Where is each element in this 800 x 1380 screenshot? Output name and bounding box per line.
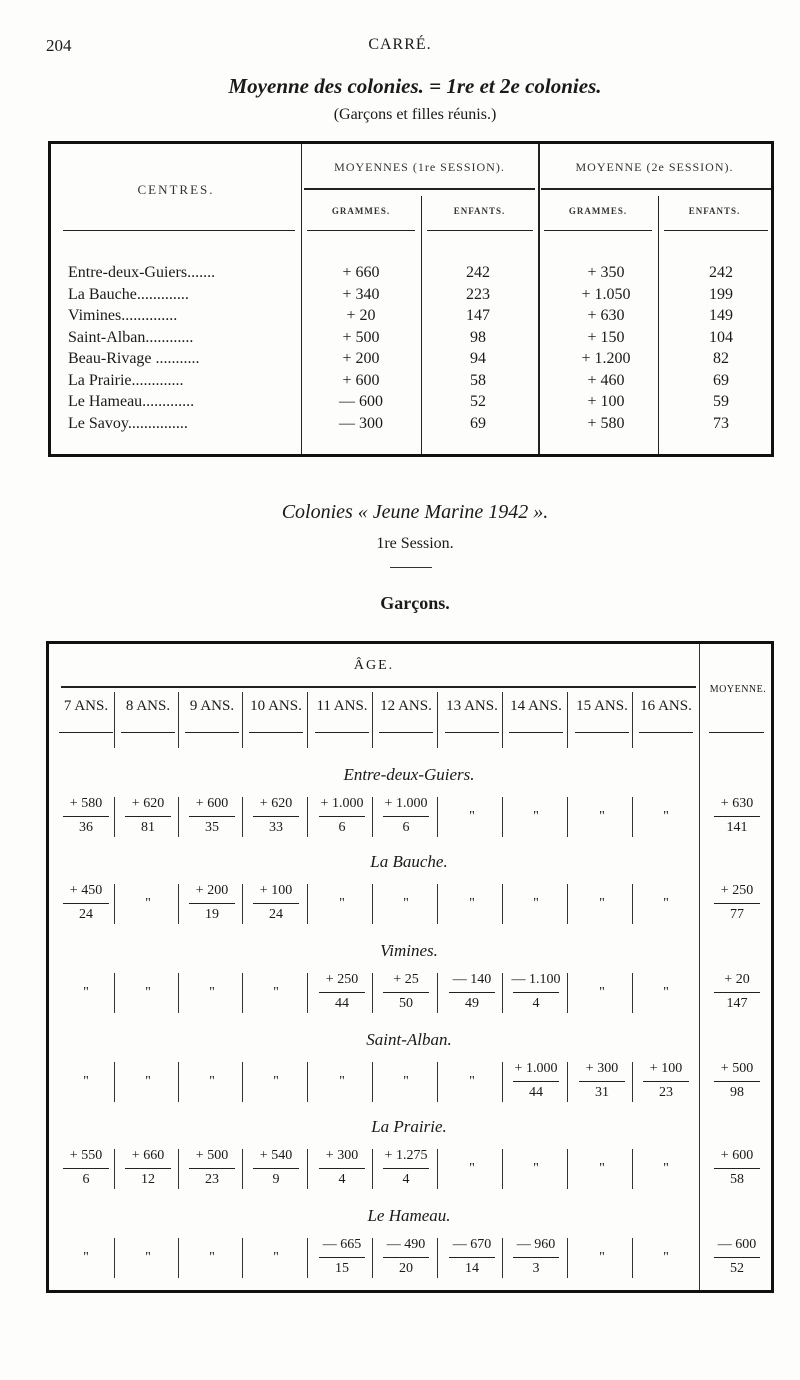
header-rule (249, 732, 303, 733)
grammes-value: + 100 (649, 1061, 683, 1076)
fraction-bar (714, 992, 760, 993)
age-cell (635, 1062, 697, 1102)
column-rule (567, 692, 568, 748)
fraction-bar (319, 992, 365, 993)
centre-name: Beau-Rivage ........... (68, 350, 200, 367)
age-cell (181, 1149, 243, 1189)
enfants-session1: 223 (466, 285, 490, 303)
header-rule (509, 732, 563, 733)
enfants-session1: 98 (470, 328, 486, 346)
fraction-bar (714, 1168, 760, 1169)
table-row (51, 415, 771, 436)
grammes-value: + 600 (720, 1148, 754, 1163)
age-column-header: 11 ANS. (316, 698, 368, 714)
table-row (51, 329, 771, 350)
empty-cell: " (145, 896, 151, 911)
empty-cell: " (533, 896, 539, 911)
table-session-averages (48, 141, 774, 457)
column-rule (437, 884, 438, 924)
grammes-value: — 670 (452, 1237, 492, 1252)
empty-cell: " (599, 1250, 605, 1265)
age-cell (117, 797, 179, 837)
header-enfants: ENFANTS. (688, 206, 741, 216)
header-rule (379, 732, 433, 733)
header-rule (59, 732, 113, 733)
age-column-header: 16 ANS. (640, 698, 692, 714)
enfants-value: 14 (465, 1261, 479, 1276)
grammes-session1: + 660 (342, 264, 380, 281)
fraction-bar (63, 816, 109, 817)
fraction-bar (125, 1168, 171, 1169)
column-rule (178, 692, 179, 748)
column-rule (307, 692, 308, 748)
grammes-session2: + 1.200 (581, 350, 631, 367)
empty-cell: " (469, 1161, 475, 1176)
age-column-header: 7 ANS. (63, 698, 109, 714)
empty-cell: " (663, 809, 669, 824)
fraction-bar (383, 992, 429, 993)
age-rule (61, 686, 696, 688)
fraction-bar (449, 992, 495, 993)
age-cell (181, 797, 243, 837)
grammes-value: + 600 (195, 796, 229, 811)
header-rule (639, 732, 693, 733)
enfants-value: 24 (79, 907, 93, 922)
fraction-bar (513, 1081, 559, 1082)
grammes-session1: + 600 (342, 371, 380, 389)
empty-cell: " (145, 1250, 151, 1265)
column-rule (372, 692, 373, 748)
fraction-bar (383, 1257, 429, 1258)
table2-group: Garçons. (380, 593, 450, 613)
age-cell (181, 884, 243, 924)
enfants-value: 23 (205, 1172, 219, 1187)
age-column-header: 15 ANS. (576, 698, 628, 714)
enfants-value: 3 (532, 1261, 540, 1276)
fraction-bar (449, 1257, 495, 1258)
column-rule (437, 692, 438, 748)
header-rule (427, 230, 533, 231)
enfants-value: 6 (402, 820, 410, 835)
centre-name: Le Hameau............. (68, 393, 195, 410)
table-boys-by-age (46, 641, 774, 1293)
column-rule (437, 973, 438, 1013)
enfants-session1: 147 (466, 307, 490, 324)
table-row (51, 307, 771, 328)
enfants-value: 44 (335, 996, 349, 1011)
moyenne-column-rule (699, 644, 700, 1290)
column-rule (567, 1238, 568, 1278)
header-rule (575, 732, 629, 733)
age-cell (375, 797, 437, 837)
fraction-bar (253, 1168, 299, 1169)
enfants-session2: 73 (713, 414, 729, 432)
empty-cell: " (533, 1161, 539, 1176)
empty-cell: " (83, 1250, 89, 1265)
empty-cell: " (403, 896, 409, 911)
fraction-bar (319, 816, 365, 817)
column-rule (307, 1238, 308, 1278)
age-cell (375, 1238, 437, 1278)
moyenne-cell (703, 797, 771, 837)
age-cell (55, 884, 117, 924)
fraction-bar (714, 903, 760, 904)
grammes-session2: + 150 (587, 328, 625, 346)
empty-cell: " (273, 1074, 279, 1089)
age-cell (311, 1149, 373, 1189)
fraction-bar (253, 816, 299, 817)
moyenne-header: MOYENNE. (709, 684, 767, 695)
enfants-value: 81 (141, 820, 155, 835)
grammes-value: + 200 (195, 883, 229, 898)
column-rule (307, 1149, 308, 1189)
fraction-bar (63, 1168, 109, 1169)
age-cell (245, 884, 307, 924)
grammes-value: + 250 (325, 972, 359, 987)
enfants-session2: 149 (709, 307, 733, 324)
enfants-session2: 104 (709, 328, 733, 346)
column-rule (437, 1062, 438, 1102)
header-session1: MOYENNES (1re SESSION). (334, 160, 505, 174)
header-rule (445, 732, 499, 733)
age-cell (117, 1149, 179, 1189)
age-cell (311, 973, 373, 1013)
grammes-value: + 300 (325, 1148, 359, 1163)
empty-cell: " (339, 896, 345, 911)
enfants-session2: 59 (713, 393, 729, 410)
empty-cell: " (533, 809, 539, 824)
grammes-session1: — 600 (339, 393, 383, 410)
age-column-header: 8 ANS. (125, 698, 171, 714)
grammes-session1: + 20 (346, 307, 376, 324)
header-enfants: ENFANTS. (453, 206, 506, 216)
centre-heading: Vimines. (380, 941, 438, 960)
centre-name: La Prairie............. (68, 371, 184, 389)
enfants-value: 35 (205, 820, 219, 835)
empty-cell: " (83, 985, 89, 1000)
enfants-value: 6 (82, 1172, 90, 1187)
fraction-bar (189, 903, 235, 904)
table-row (51, 350, 771, 371)
grammes-value: — 665 (322, 1237, 362, 1252)
enfants-value: 4 (338, 1172, 346, 1187)
moyenne-cell (703, 1149, 771, 1189)
grammes-value: — 600 (717, 1237, 757, 1252)
grammes-value: — 490 (386, 1237, 426, 1252)
empty-cell: " (145, 1074, 151, 1089)
enfants-value: 147 (726, 996, 748, 1011)
empty-cell: " (599, 809, 605, 824)
header-rule (307, 230, 415, 231)
grammes-value: + 1.275 (384, 1148, 428, 1163)
age-column-header: 9 ANS. (189, 698, 235, 714)
enfants-session1: 242 (466, 264, 490, 281)
grammes-value: + 550 (69, 1148, 103, 1163)
grammes-value: + 25 (393, 972, 419, 987)
header-rule (63, 230, 295, 231)
grammes-session1: + 500 (342, 328, 380, 346)
enfants-session1: 69 (470, 414, 486, 432)
empty-cell: " (599, 896, 605, 911)
empty-cell: " (599, 985, 605, 1000)
empty-cell: " (469, 1074, 475, 1089)
age-cell (311, 797, 373, 837)
enfants-value: 98 (730, 1085, 744, 1100)
age-column-header: 14 ANS. (510, 698, 562, 714)
enfants-value: 4 (402, 1172, 410, 1187)
empty-cell: " (83, 1074, 89, 1089)
centre-heading: La Bauche. (370, 852, 448, 871)
empty-cell: " (663, 1250, 669, 1265)
enfants-value: 4 (532, 996, 540, 1011)
age-cell (375, 973, 437, 1013)
empty-cell: " (145, 985, 151, 1000)
enfants-value: 44 (529, 1085, 543, 1100)
enfants-value: 19 (205, 907, 219, 922)
grammes-value: + 1.000 (320, 796, 364, 811)
table-row (51, 393, 771, 414)
enfants-value: 141 (726, 820, 748, 835)
empty-cell: " (209, 1074, 215, 1089)
header-rule (541, 188, 771, 190)
fraction-bar (714, 1257, 760, 1258)
age-cell (571, 1062, 633, 1102)
grammes-value: + 630 (720, 796, 754, 811)
age-cell (245, 1149, 307, 1189)
enfants-value: 52 (730, 1261, 744, 1276)
centre-name: Le Savoy............... (68, 414, 188, 432)
centre-heading: La Prairie. (371, 1117, 447, 1136)
column-rule (114, 692, 115, 748)
grammes-value: + 300 (585, 1061, 619, 1076)
enfants-session2: 82 (713, 350, 729, 367)
grammes-value: + 500 (195, 1148, 229, 1163)
moyenne-cell (703, 884, 771, 924)
grammes-value: + 1.000 (384, 796, 428, 811)
column-rule (502, 692, 503, 748)
centre-name: Entre-deux-Guiers....... (68, 264, 216, 281)
enfants-value: 58 (730, 1172, 744, 1187)
enfants-value: 12 (141, 1172, 155, 1187)
age-header: ÂGE. (353, 658, 395, 673)
header-rule (544, 230, 652, 231)
fraction-bar (643, 1081, 689, 1082)
grammes-value: + 620 (131, 796, 165, 811)
column-rule (307, 973, 308, 1013)
empty-cell: " (273, 1250, 279, 1265)
fraction-bar (189, 1168, 235, 1169)
fraction-bar (513, 992, 559, 993)
table2-title: Colonies « Jeune Marine 1942 ». (281, 501, 549, 523)
section-rule (390, 567, 432, 568)
column-rule (567, 973, 568, 1013)
fraction-bar (714, 816, 760, 817)
column-rule (567, 884, 568, 924)
grammes-session1: + 340 (342, 285, 380, 303)
fraction-bar (319, 1257, 365, 1258)
fraction-bar (189, 816, 235, 817)
moyenne-cell (703, 1238, 771, 1278)
enfants-value: 23 (659, 1085, 673, 1100)
centre-name: Saint-Alban............ (68, 328, 194, 346)
age-cell (55, 797, 117, 837)
header-rule (304, 188, 535, 190)
empty-cell: " (469, 896, 475, 911)
enfants-session1: 52 (470, 393, 486, 410)
column-rule (567, 1149, 568, 1189)
fraction-bar (383, 816, 429, 817)
empty-cell: " (663, 896, 669, 911)
enfants-value: 15 (335, 1261, 349, 1276)
age-cell (441, 973, 503, 1013)
table1-title: Moyenne des colonies. = 1re et 2e colonies. (228, 74, 602, 98)
header-rule (315, 732, 369, 733)
fraction-bar (63, 903, 109, 904)
grammes-session1: + 200 (342, 350, 380, 367)
column-rule (437, 797, 438, 837)
empty-cell: " (663, 1161, 669, 1176)
centre-heading: Saint-Alban. (366, 1030, 452, 1049)
grammes-session2: + 350 (587, 264, 625, 281)
fraction-bar (579, 1081, 625, 1082)
grammes-value: — 960 (516, 1237, 556, 1252)
column-rule (307, 1062, 308, 1102)
grammes-value: + 100 (259, 883, 293, 898)
fraction-bar (714, 1081, 760, 1082)
empty-cell: " (209, 985, 215, 1000)
enfants-value: 33 (269, 820, 283, 835)
header-session2: MOYENNE (2e SESSION). (575, 160, 734, 174)
grammes-session2: + 1.050 (581, 285, 631, 303)
column-rule (242, 692, 243, 748)
enfants-session2: 242 (709, 264, 733, 281)
empty-cell: " (403, 1074, 409, 1089)
header-rule (121, 732, 175, 733)
grammes-value: + 660 (131, 1148, 165, 1163)
moyenne-cell (703, 973, 771, 1013)
grammes-value: + 500 (720, 1061, 754, 1076)
enfants-value: 49 (465, 996, 479, 1011)
grammes-value: — 1.100 (511, 972, 561, 987)
running-head: CARRÉ. (368, 36, 432, 53)
column-rule (437, 1149, 438, 1189)
grammes-session2: + 580 (587, 414, 625, 432)
grammes-value: + 20 (724, 972, 750, 987)
age-cell (505, 1238, 567, 1278)
header-centres: CENTRES. (137, 182, 215, 197)
moyenne-cell (703, 1062, 771, 1102)
enfants-session1: 94 (470, 350, 486, 367)
age-cell (441, 1238, 503, 1278)
age-cell (505, 973, 567, 1013)
empty-cell: " (339, 1074, 345, 1089)
header-grammes: GRAMMES. (568, 206, 628, 216)
header-grammes: GRAMMES. (331, 206, 391, 216)
enfants-value: 24 (269, 907, 283, 922)
age-column-header: 13 ANS. (446, 698, 498, 714)
table2-session: 1re Session. (376, 535, 454, 552)
column-rule (437, 1238, 438, 1278)
header-rule (709, 732, 764, 733)
enfants-value: 36 (79, 820, 93, 835)
table-row (51, 372, 771, 393)
grammes-value: + 580 (69, 796, 103, 811)
empty-cell: " (469, 809, 475, 824)
enfants-value: 50 (399, 996, 413, 1011)
grammes-value: + 620 (259, 796, 293, 811)
grammes-value: — 140 (452, 972, 492, 987)
age-cell (375, 1149, 437, 1189)
centre-name: La Bauche............. (68, 285, 189, 303)
empty-cell: " (273, 985, 279, 1000)
enfants-session2: 199 (709, 285, 733, 303)
age-column-header: 12 ANS. (380, 698, 432, 714)
enfants-value: 6 (338, 820, 346, 835)
age-cell (245, 797, 307, 837)
grammes-session2: + 630 (587, 307, 625, 324)
page-number: 204 (46, 36, 72, 55)
empty-cell: " (599, 1161, 605, 1176)
grammes-session2: + 460 (587, 371, 625, 389)
table-row (51, 264, 771, 285)
enfants-value: 9 (272, 1172, 280, 1187)
grammes-value: + 1.000 (514, 1061, 558, 1076)
fraction-bar (319, 1168, 365, 1169)
table-row (51, 286, 771, 307)
enfants-session2: 69 (713, 371, 729, 389)
fraction-bar (383, 1168, 429, 1169)
enfants-value: 31 (595, 1085, 609, 1100)
fraction-bar (513, 1257, 559, 1258)
empty-cell: " (209, 1250, 215, 1265)
centre-heading: Entre-deux-Guiers. (343, 765, 475, 784)
fraction-bar (125, 816, 171, 817)
fraction-bar (253, 903, 299, 904)
age-cell (55, 1149, 117, 1189)
enfants-value: 77 (730, 907, 744, 922)
centre-heading: Le Hameau. (367, 1206, 451, 1225)
column-rule (632, 692, 633, 748)
age-column-header: 10 ANS. (250, 698, 302, 714)
age-cell (505, 1062, 567, 1102)
column-rule (567, 1062, 568, 1102)
column-rule (567, 797, 568, 837)
grammes-session1: — 300 (339, 414, 383, 432)
header-rule (664, 230, 768, 231)
grammes-value: + 450 (69, 883, 103, 898)
empty-cell: " (663, 985, 669, 1000)
table1-subtitle: (Garçons et filles réunis.) (333, 106, 497, 123)
age-cell (311, 1238, 373, 1278)
header-rule (185, 732, 239, 733)
column-rule (307, 884, 308, 924)
enfants-value: 20 (399, 1261, 413, 1276)
centre-name: Vimines.............. (68, 307, 178, 324)
grammes-value: + 250 (720, 883, 754, 898)
column-rule (307, 797, 308, 837)
grammes-session2: + 100 (587, 393, 625, 410)
enfants-session1: 58 (470, 371, 486, 389)
grammes-value: + 540 (259, 1148, 293, 1163)
